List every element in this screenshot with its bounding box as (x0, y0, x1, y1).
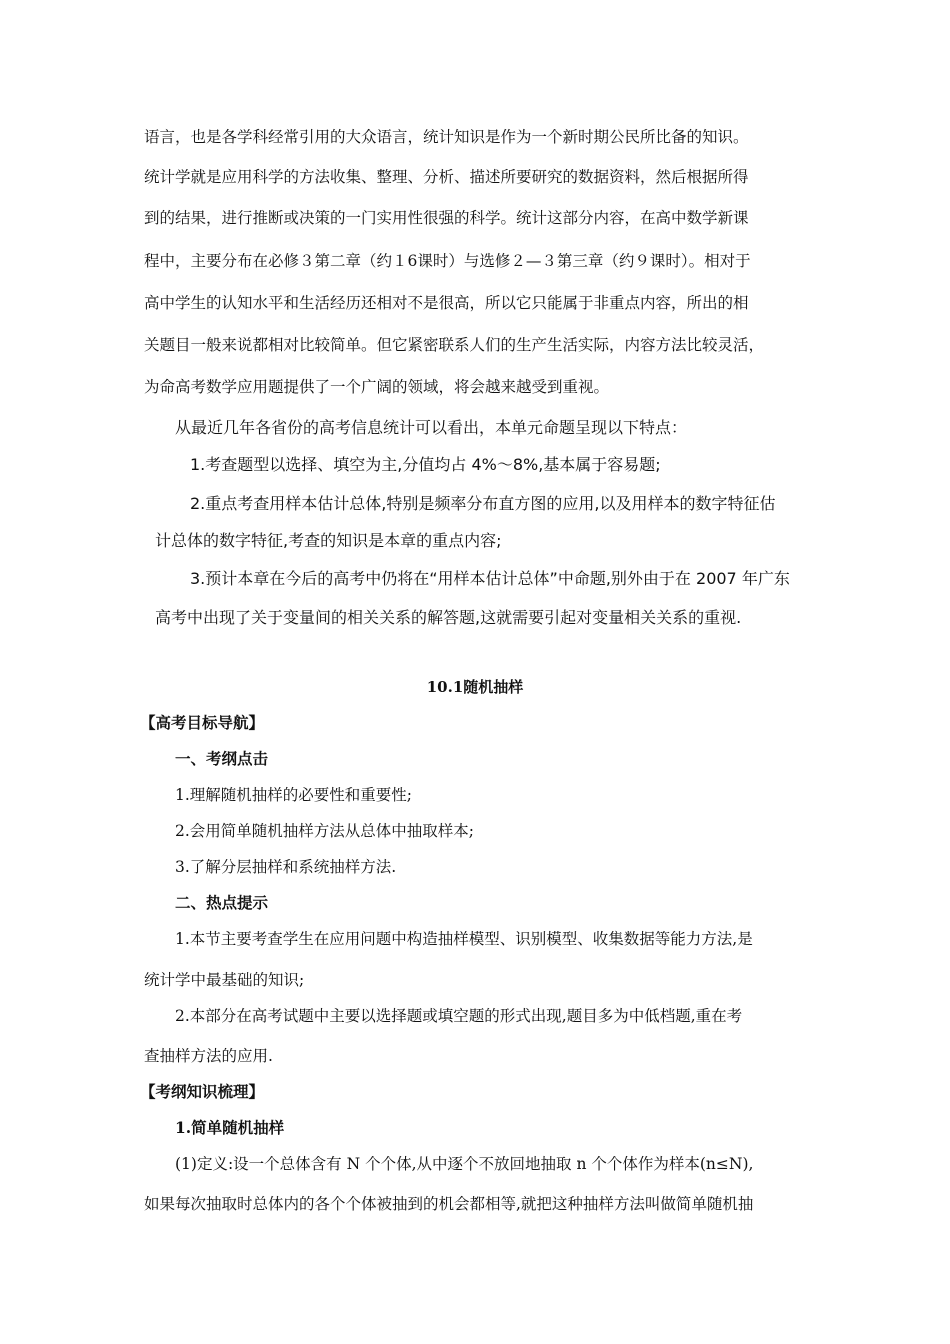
feature-point-1: 1.考查题型以选择、填空为主,分值均占 4%～8%,基本属于容易题; (190, 455, 661, 474)
definition-line: (1)定义:设一个总体含有 N 个个体,从中逐个不放回地抽取 n 个个体作为样本(n≤N), (175, 1155, 754, 1173)
subheading-outline: 一、考纲点击 (175, 749, 269, 768)
knowledge-item-title: 1.简单随机抽样 (175, 1118, 285, 1137)
hotspot-1-cont: 统计学中最基础的知识; (144, 971, 305, 989)
text-line: 关题目一般来说都相对比较简单。但它紧密联系人们的生产生活实际，内容方法比较灵活， (144, 336, 765, 354)
text-line: 语言，也是各学科经常引用的大众语言，统计知识是作为一个新时期公民所比备的知识。 (144, 128, 749, 146)
feature-point-3-cont: 高考中出现了关于变量间的相关关系的解答题,这就需要引起对变量相关关系的重视. (155, 608, 742, 627)
list-item: 3.了解分层抽样和系统抽样方法. (175, 858, 397, 876)
text-line: 程中，主要分布在必修３第二章（约１6课时）与选修２—３第三章（约９课时）。相对于 (144, 252, 751, 270)
hotspot-1: 1.本节主要考查学生在应用问题中构造抽样模型、识别模型、收集数据等能力方法,是 (175, 930, 753, 948)
text-line: 为命高考数学应用题提供了一个广阔的领域，将会越来越受到重视。 (144, 378, 610, 396)
text-line: 统计学就是应用科学的方法收集、整理、分析、描述所要研究的数据资料，然后根据所得 (144, 168, 749, 186)
section-title: 10.1随机抽样 (426, 678, 524, 696)
text-line: 高中学生的认知水平和生活经历还相对不是很高，所以它只能属于非重点内容，所出的相 (144, 294, 749, 312)
feature-point-2-cont: 计总体的数字特征,考查的知识是本章的重点内容; (155, 531, 502, 550)
subheading-hotspots: 二、热点提示 (175, 893, 269, 912)
text-line: 到的结果，进行推断或决策的一门实用性很强的科学。统计这部分内容，在高中数学新课 (144, 209, 749, 227)
hotspot-2-cont: 查抽样方法的应用. (144, 1047, 273, 1065)
nav-heading: 【高考目标导航】 (140, 713, 265, 732)
definition-line-cont: 如果每次抽取时总体内的各个个体被抽到的机会都相等,就把这种抽样方法叫做简单随机抽 (144, 1195, 754, 1213)
list-item: 1.理解随机抽样的必要性和重要性; (175, 786, 413, 804)
features-intro: 从最近几年各省份的高考信息统计可以看出，本单元命题呈现以下特点： (175, 418, 688, 437)
knowledge-heading: 【考纲知识梳理】 (140, 1082, 265, 1101)
feature-point-2: 2.重点考查用样本估计总体,特别是频率分布直方图的应用,以及用样本的数字特征估 (190, 494, 776, 513)
feature-point-3: 3.预计本章在今后的高考中仍将在“用样本估计总体”中命题,别外由于在 2007 年广东 (190, 569, 790, 588)
list-item: 2.会用简单随机抽样方法从总体中抽取样本; (175, 822, 475, 840)
hotspot-2: 2.本部分在高考试题中主要以选择题或填空题的形式出现,题目多为中低档题,重在考 (175, 1007, 743, 1025)
